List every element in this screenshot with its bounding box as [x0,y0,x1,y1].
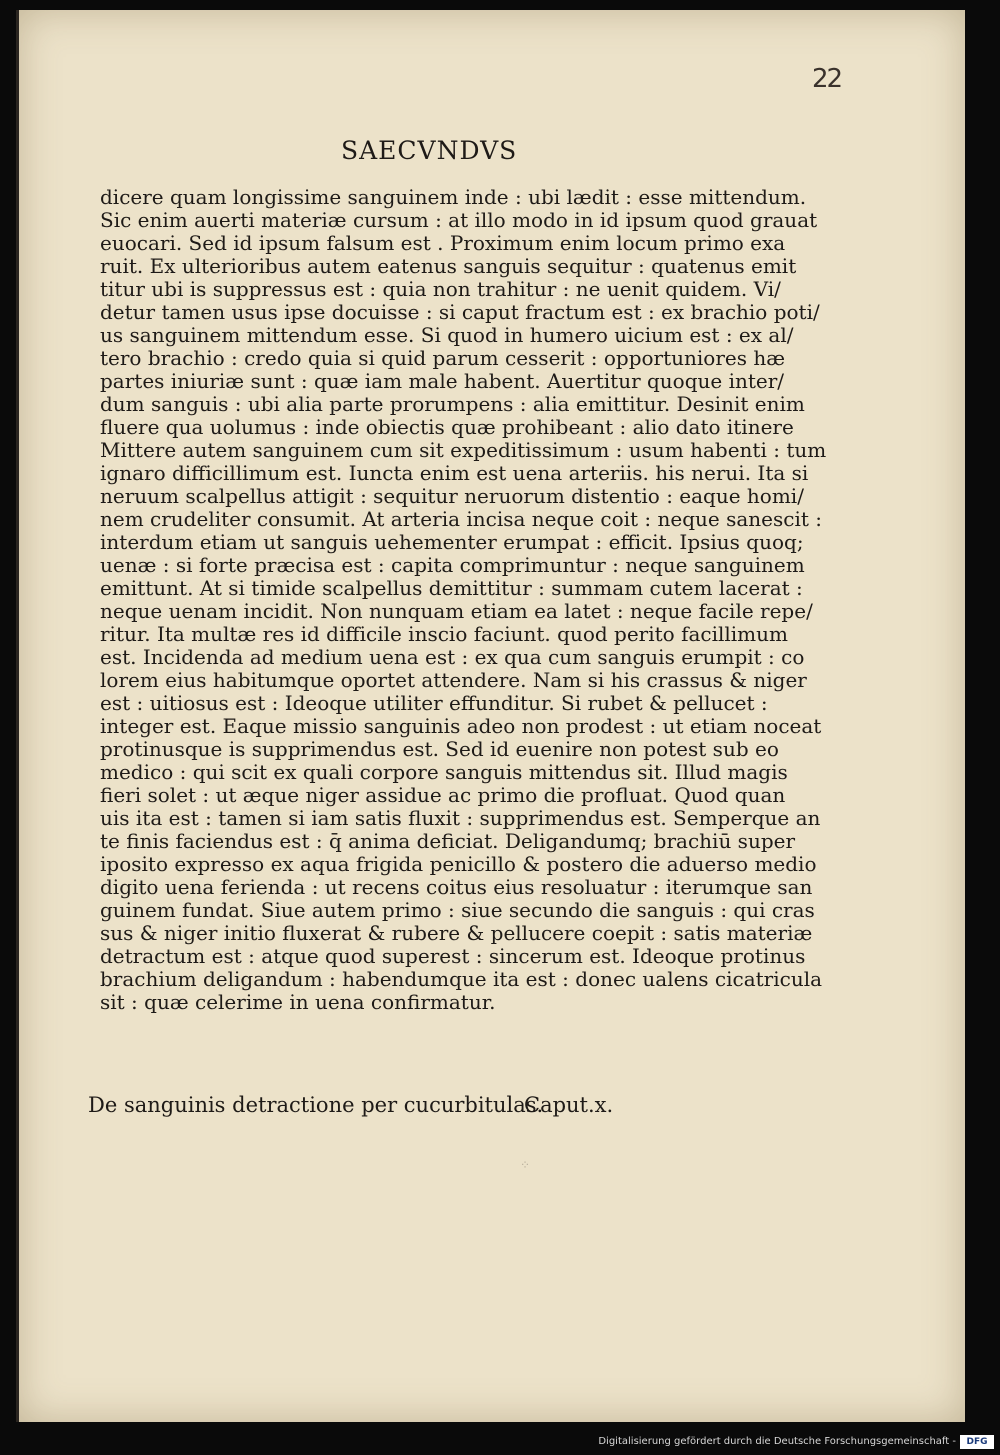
text-line: us sanguinem mittendum esse. Si quod in humero uicium est : ex al/ [100,323,794,347]
text-line: ruit. Ex ulterioribus autem eatenus sanguis sequitur : quatenus emit [100,254,797,278]
text-line: neruum scalpellus attigit : sequitur neruorum distentio : eaque homi/ [100,484,804,508]
text-line: uis ita est : tamen si iam satis fluxit : supprimendus est. Semperque an [100,806,821,830]
folio-number: 22 [812,64,842,94]
text-line: medico : qui scit ex quali corpore sanguis mittendus sit. Illud magis [100,760,788,784]
text-line: dum sanguis : ubi alia parte prorumpens : alia emittitur. Desinit enim [100,392,805,416]
text-line: detractum est : atque quod superest : sincerum est. Ideoque protinus [100,944,806,968]
text-line: nem crudeliter consumit. At arteria incisa neque coit : neque sanescit : [100,507,823,531]
running-head: SAECVNDVS [341,136,518,165]
text-line: brachium deligandum : habendumque ita est : donec ualens cicatricula [100,967,823,991]
text-line: detur tamen usus ipse docuisse : si caput fractum est : ex brachio poti/ [100,300,820,324]
text-line: sus & niger initio fluxerat & rubere & pellucere coepit : satis materiæ [100,921,813,945]
text-line: est. Incidenda ad medium uena est : ex qua cum sanguis erumpit : co [100,645,805,669]
text-line: titur ubi is suppressus est : quia non trahitur : ne uenit quidem. Vi/ [100,277,781,301]
text-line: est : uitiosus est : Ideoque utiliter effunditur. Si rubet & pellucet : [100,691,768,715]
text-line: integer est. Eaque missio sanguinis adeo non prodest : ut etiam noceat [100,714,822,738]
dfg-logo: DFG [960,1435,994,1449]
text-line: Sic enim auerti materiæ cursum : at illo modo in id ipsum quod grauat [100,208,818,232]
text-line: guinem fundat. Siue autem primo : siue secundo die sanguis : qui cras [100,898,815,922]
text-line: lorem eius habitumque oportet attendere. Nam si his crassus & niger [100,668,807,692]
chapter-number: Caput.x. [524,1093,614,1117]
chapter-heading [88,1093,628,1117]
digitization-credit: Digitalisierung gefördert durch die Deutsche Forschungsgemeinschaft - [598,1436,956,1447]
text-line: ignaro difficillimum est. Iuncta enim est uena arteriis. his nerui. Ita si [100,461,809,485]
text-line: tero brachio : credo quia si quid parum cesserit : opportuniores hæ [100,346,786,370]
text-line: sit : quæ celerime in uena confirmatur. [100,990,496,1014]
text-line: Mittere autem sanguinem cum sit expeditissimum : usum habenti : tum [100,438,827,462]
text-line: interdum etiam ut sanguis uehementer erumpat : efficit. Ipsius quoq; [100,530,804,554]
text-line: te finis faciendus est : q̄ anima deficiat. Deligandumq; brachiū super [100,829,796,853]
text-line: neque uenam incidit. Non nunquam etiam ea latet : neque facile repe/ [100,599,813,623]
chapter-title: De sanguinis detractione per cucurbitulas. [88,1093,544,1117]
text-line: emittunt. At si timide scalpellus demittitur : summam cutem lacerat : [100,576,803,600]
text-line: fieri solet : ut æque niger assidue ac primo die profluat. Quod quan [100,783,786,807]
text-line: uenæ : si forte præcisa est : capita comprimuntur : neque sanguinem [100,553,805,577]
body-text [100,185,827,1014]
text-line: fluere qua uolumus : inde obiectis quæ prohibeant : alio dato itinere [100,415,794,439]
text-line: dicere quam longissime sanguinem inde : ubi lædit : esse mittendum. [100,185,807,209]
text-line: protinusque is supprimendus est. Sed id euenire non potest sub eo [100,737,779,761]
text-line: ritur. Ita multæ res id difficile inscio faciunt. quod perito facillimum [100,622,788,646]
text-line: digito uena ferienda : ut recens coitus eius resoluatur : iterumque san [100,875,813,899]
text-line: partes iniuriæ sunt : quæ iam male habent. Auertitur quoque inter/ [100,369,785,393]
text-line: euocari. Sed id ipsum falsum est . Proximum enim locum primo exa [100,231,786,255]
page-mark: ⁘ [520,1158,531,1172]
text-line: iposito expresso ex aqua frigida penicillo & postero die aduerso medio [100,852,817,876]
